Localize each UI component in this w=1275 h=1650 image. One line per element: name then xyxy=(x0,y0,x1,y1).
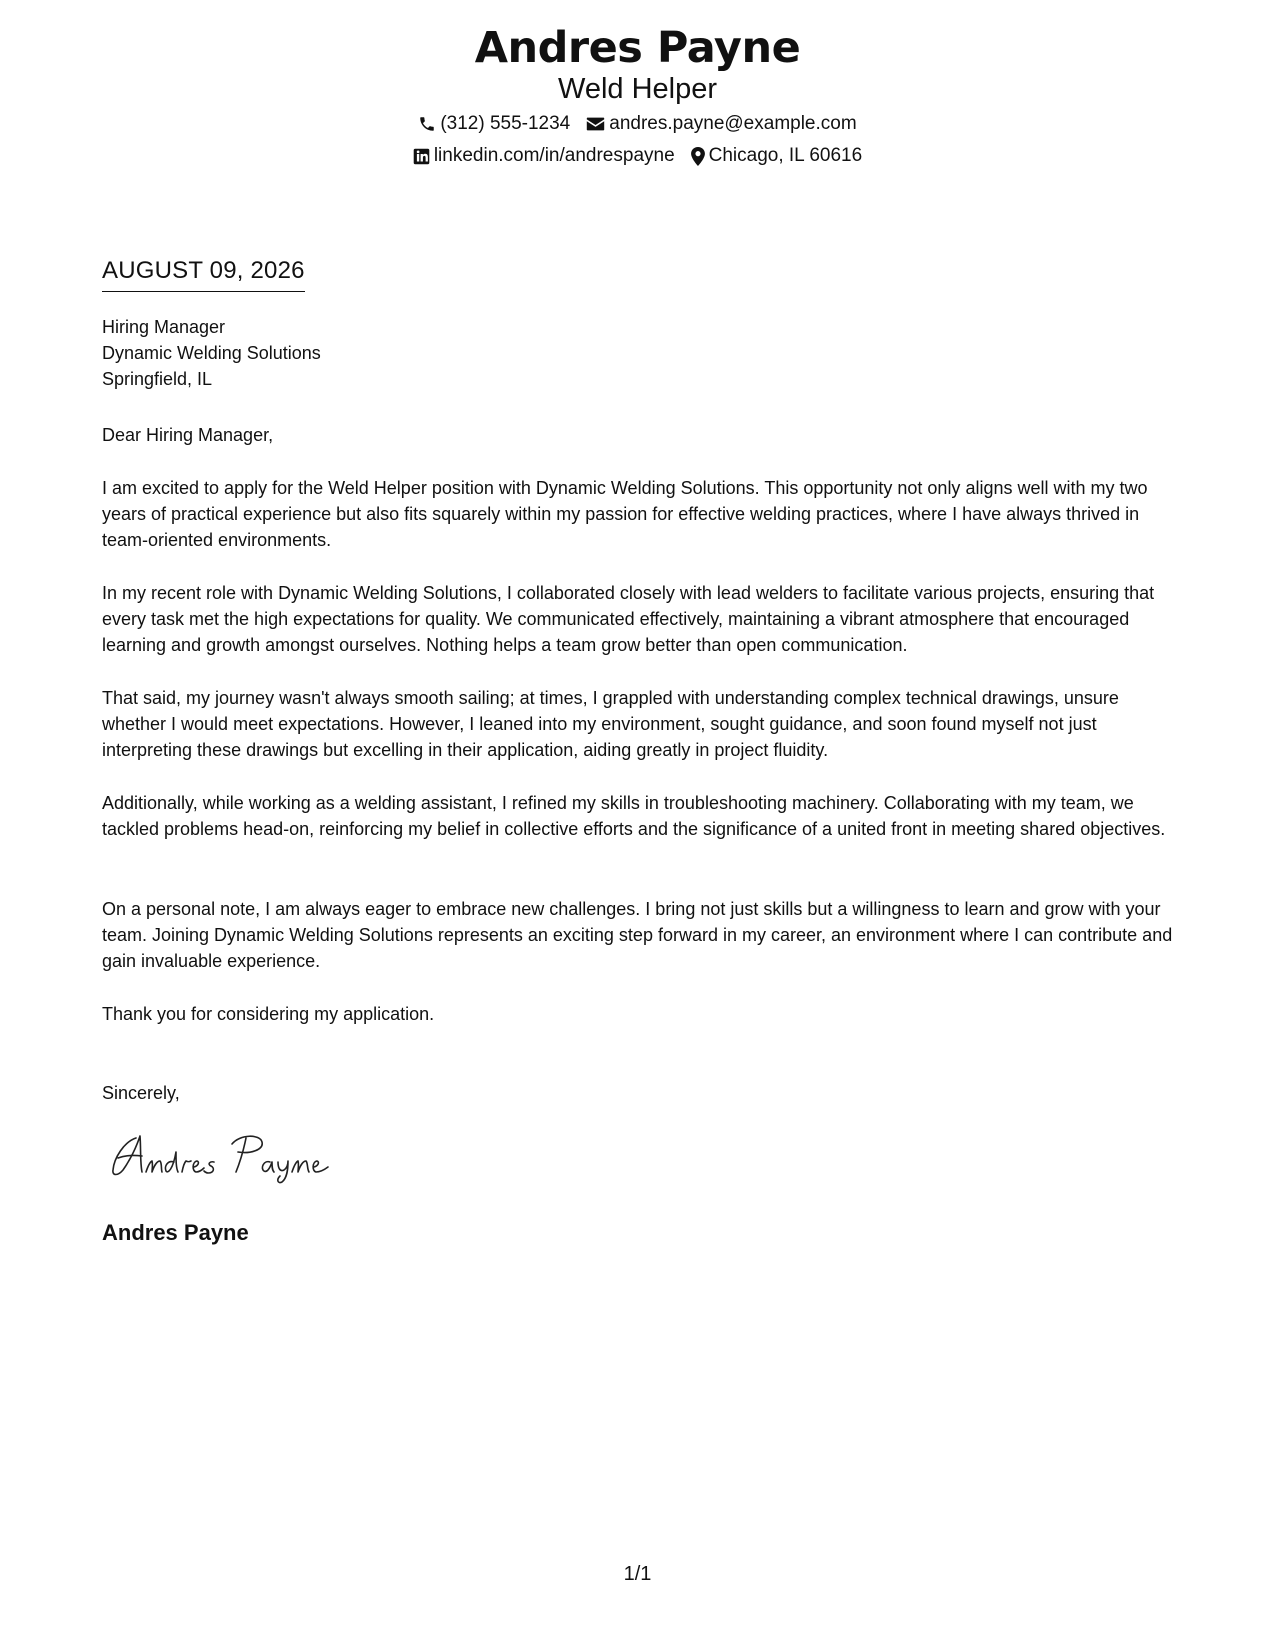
page-number: 1/1 xyxy=(623,1563,652,1585)
letter-header xyxy=(0,22,1275,168)
contact-email xyxy=(586,112,856,136)
recipient-block xyxy=(102,314,321,392)
recipient-location: Springfield, IL xyxy=(102,369,213,389)
body-paragraph: I am excited to apply for the Weld Helper position with Dynamic Welding Solutions. This opportunity not only aligns well with my two years of practical experience but also fits squarely within my passion for effective welding practices, where I have always thrived in team-oriented environments. xyxy=(102,478,1148,550)
closing-thanks: Thank you for considering my application. xyxy=(102,1004,435,1024)
contact-linkedin xyxy=(413,144,675,168)
body-paragraph: That said, my journey wasn't always smooth sailing; at times, I grappled with understanding complex technical drawings, unsure whether I would meet expectations. However, I leaned into my environment, sought guidance, and soon found myself not just interpreting these drawings but excelling in their application, aiding greatly in project fluidity. xyxy=(102,688,1119,760)
body-paragraph: On a personal note, I am always eager to embrace new challenges. I bring not just skills but a willingness to learn and grow with your team. Joining Dynamic Welding Solutions represents an exciting step forward in my career, an environment where I can contribute and gain invaluable experience. xyxy=(102,899,1173,971)
phone-icon xyxy=(418,115,436,133)
phone-number: (312) 555-1234 xyxy=(440,113,571,134)
letter-date: AUGUST 09, 2026 xyxy=(102,256,305,292)
salutation: Dear Hiring Manager, xyxy=(102,425,274,445)
handwritten-signature xyxy=(110,1128,360,1184)
map-pin-icon xyxy=(691,147,705,166)
contact-location xyxy=(691,144,863,168)
contact-phone xyxy=(418,112,570,136)
recipient-company: Dynamic Welding Solutions xyxy=(102,343,321,363)
contact-row-primary xyxy=(0,112,1275,136)
applicant-name: Andres Payne xyxy=(474,23,801,73)
linkedin-url: linkedin.com/in/andrespayne xyxy=(433,145,675,166)
body-paragraph: In my recent role with Dynamic Welding Solutions, I collaborated closely with lead welders to facilitate various projects, ensuring that every task met the high expectations for quality. We communicated effectively, maintaining a vibrant atmosphere that encouraged learning and growth amongst ourselves. Nothing helps a team grow better than open communication. xyxy=(102,583,1155,655)
recipient-title: Hiring Manager xyxy=(102,317,226,337)
contact-row-secondary xyxy=(0,144,1275,168)
linkedin-icon xyxy=(413,148,430,165)
applicant-role: Weld Helper xyxy=(557,73,718,105)
signoff: Sincerely, xyxy=(102,1083,180,1103)
signer-name: Andres Payne xyxy=(102,1220,249,1245)
email-address: andres.payne@example.com xyxy=(609,113,857,134)
envelope-icon xyxy=(586,116,605,132)
body-paragraph: Additionally, while working as a welding assistant, I refined my skills in troubleshooting machinery. Collaborating with my team, we tackled problems head-on, reinforcing my belief in collective efforts and the significance of a united front in meeting shared objectives. xyxy=(102,793,1166,839)
location-text: Chicago, IL 60616 xyxy=(708,145,863,166)
